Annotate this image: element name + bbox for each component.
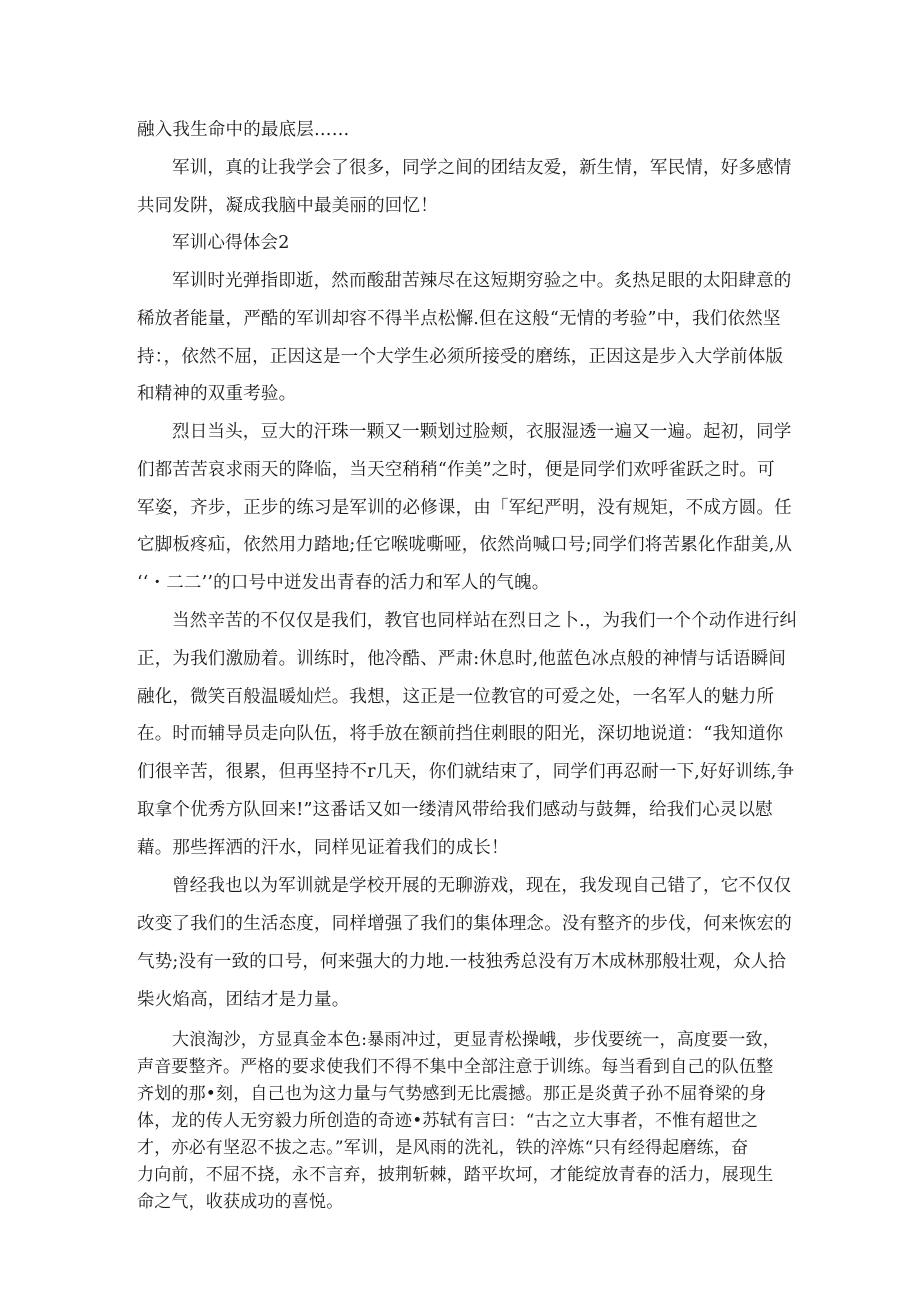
text-line: 曾经我也以为军训就是学校开展的无聊游戏，现在，我发现自己错了，它不仅仅 xyxy=(172,876,792,896)
text-line: 军姿，齐步，正步的练习是军训的必修课，由「军纪严明，没有规矩，不成方圆。任 xyxy=(137,498,792,518)
text-line: 柴火焰高，团结才是力量。 xyxy=(137,990,350,1010)
text-line: 藉。那些挥洒的汗水，同样见证着我们的成长！ xyxy=(137,838,509,858)
text-line: 稀放者能量，严酷的军训却容不得半点松懈.但在这般“无情的考验”中，我们依然坚 xyxy=(137,309,781,329)
text-line: 共同发阱，凝成我脑中最美丽的回忆！ xyxy=(137,196,438,216)
text-line: 取拿个优秀方队回来!”这番话又如一缕清风带给我们感动与鼓舞，给我们心灵以慰 xyxy=(137,800,773,820)
text-line: 当然辛苦的不仅仅是我们，教官也同样站在烈日之卜.，为我们一个个动作进行纠 xyxy=(172,611,798,631)
text-line: ‘‘・二二’’的口号中迸发出青春的活力和军人的气魄。 xyxy=(137,573,550,593)
text-line: 才，亦必有坚忍不拔之志。”军训，是风雨的洗礼，铁的淬炼“只有经得起磨练，奋 xyxy=(137,1138,749,1158)
text-line: 在。时而辅导员走向队伍，将手放在额前挡住刺眼的阳光，深切地说道：“我知道你 xyxy=(137,724,784,744)
text-line: 大浪淘沙，方显真金本色:暴雨冲过，更显青松操峨，步伐要统一，高度要一致， xyxy=(172,1030,780,1050)
text-line: 正，为我们激励着。训练时，他冷酷、严肃:休息时,他蓝色冰点般的神情与话语瞬间 xyxy=(137,649,787,669)
text-line: 军训时光弹指即逝，然而酸甜苦辣尽在这短期穷验之中。炙热足眼的太阳肆意的 xyxy=(172,271,792,291)
text-line: 们很辛苦，很累，但再坚持不r几天，你们就结束了，同学们再忍耐一下,好好训练,争 xyxy=(137,762,795,782)
text-line: 力向前，不屈不挠，永不言弃，披荆斩棘，踏平坎坷，才能绽放青春的活力，展现生 xyxy=(137,1165,774,1185)
text-line: 融入我生命中的最底层…… xyxy=(137,120,350,140)
text-line: 它脚板疼疝，依然用力踏地;任它喉咙嘶哑，依然尚喊口号;同学们将苦累化作甜美,从 xyxy=(137,535,793,555)
text-line: 持：，依然不屈，正因这是一个大学生必须所接受的磨练，正因这是步入大学前体版 xyxy=(137,347,784,367)
text-line: 改变了我们的生活态度，同样增强了我们的集体理念。没有整齐的步伐，何来恢宏的 xyxy=(137,914,792,934)
text-line: 齐划的那•刻，自己也为这力量与气势感到无比震撼。那正是炎黄子孙不屈脊梁的身 xyxy=(137,1084,767,1104)
text-line: 气势;没有一致的口号，何来强大的力地.一枝独秀总没有万木成林那般壮观，众人拾 xyxy=(137,952,787,972)
text-line: 命之气，收获成功的喜悦。 xyxy=(137,1192,344,1212)
text-line: 和精神的双重考验。 xyxy=(137,384,297,404)
section-heading: 军训心得体会2 xyxy=(172,233,290,253)
text-line: 军训，真的让我学会了很多，同学之间的团结友爱，新生情，军民情，好多感情 xyxy=(172,158,792,178)
text-line: 声音要整齐。严格的要求使我们不得不集中全部注意于训练。每当看到自己的队伍整 xyxy=(137,1057,774,1077)
text-line: 体，龙的传人无穷毅力所创造的奇迹•苏轼有言曰：“古之立大事者，不惟有超世之 xyxy=(137,1111,759,1131)
text-line: 们都苦苦哀求雨天的降临，当天空稍稍“作美”之时，便是同学们欢呼雀跃之时。可 xyxy=(137,460,775,480)
text-line: 融化，微笑百般温暖灿烂。我想，这正是一位教官的可爱之处，一名军人的魅力所 xyxy=(137,687,775,707)
text-line: 烈日当头，豆大的汗珠一颗又一颗划过脸颊，衣服湿透一遍又一遍。起初，同学 xyxy=(172,422,792,442)
